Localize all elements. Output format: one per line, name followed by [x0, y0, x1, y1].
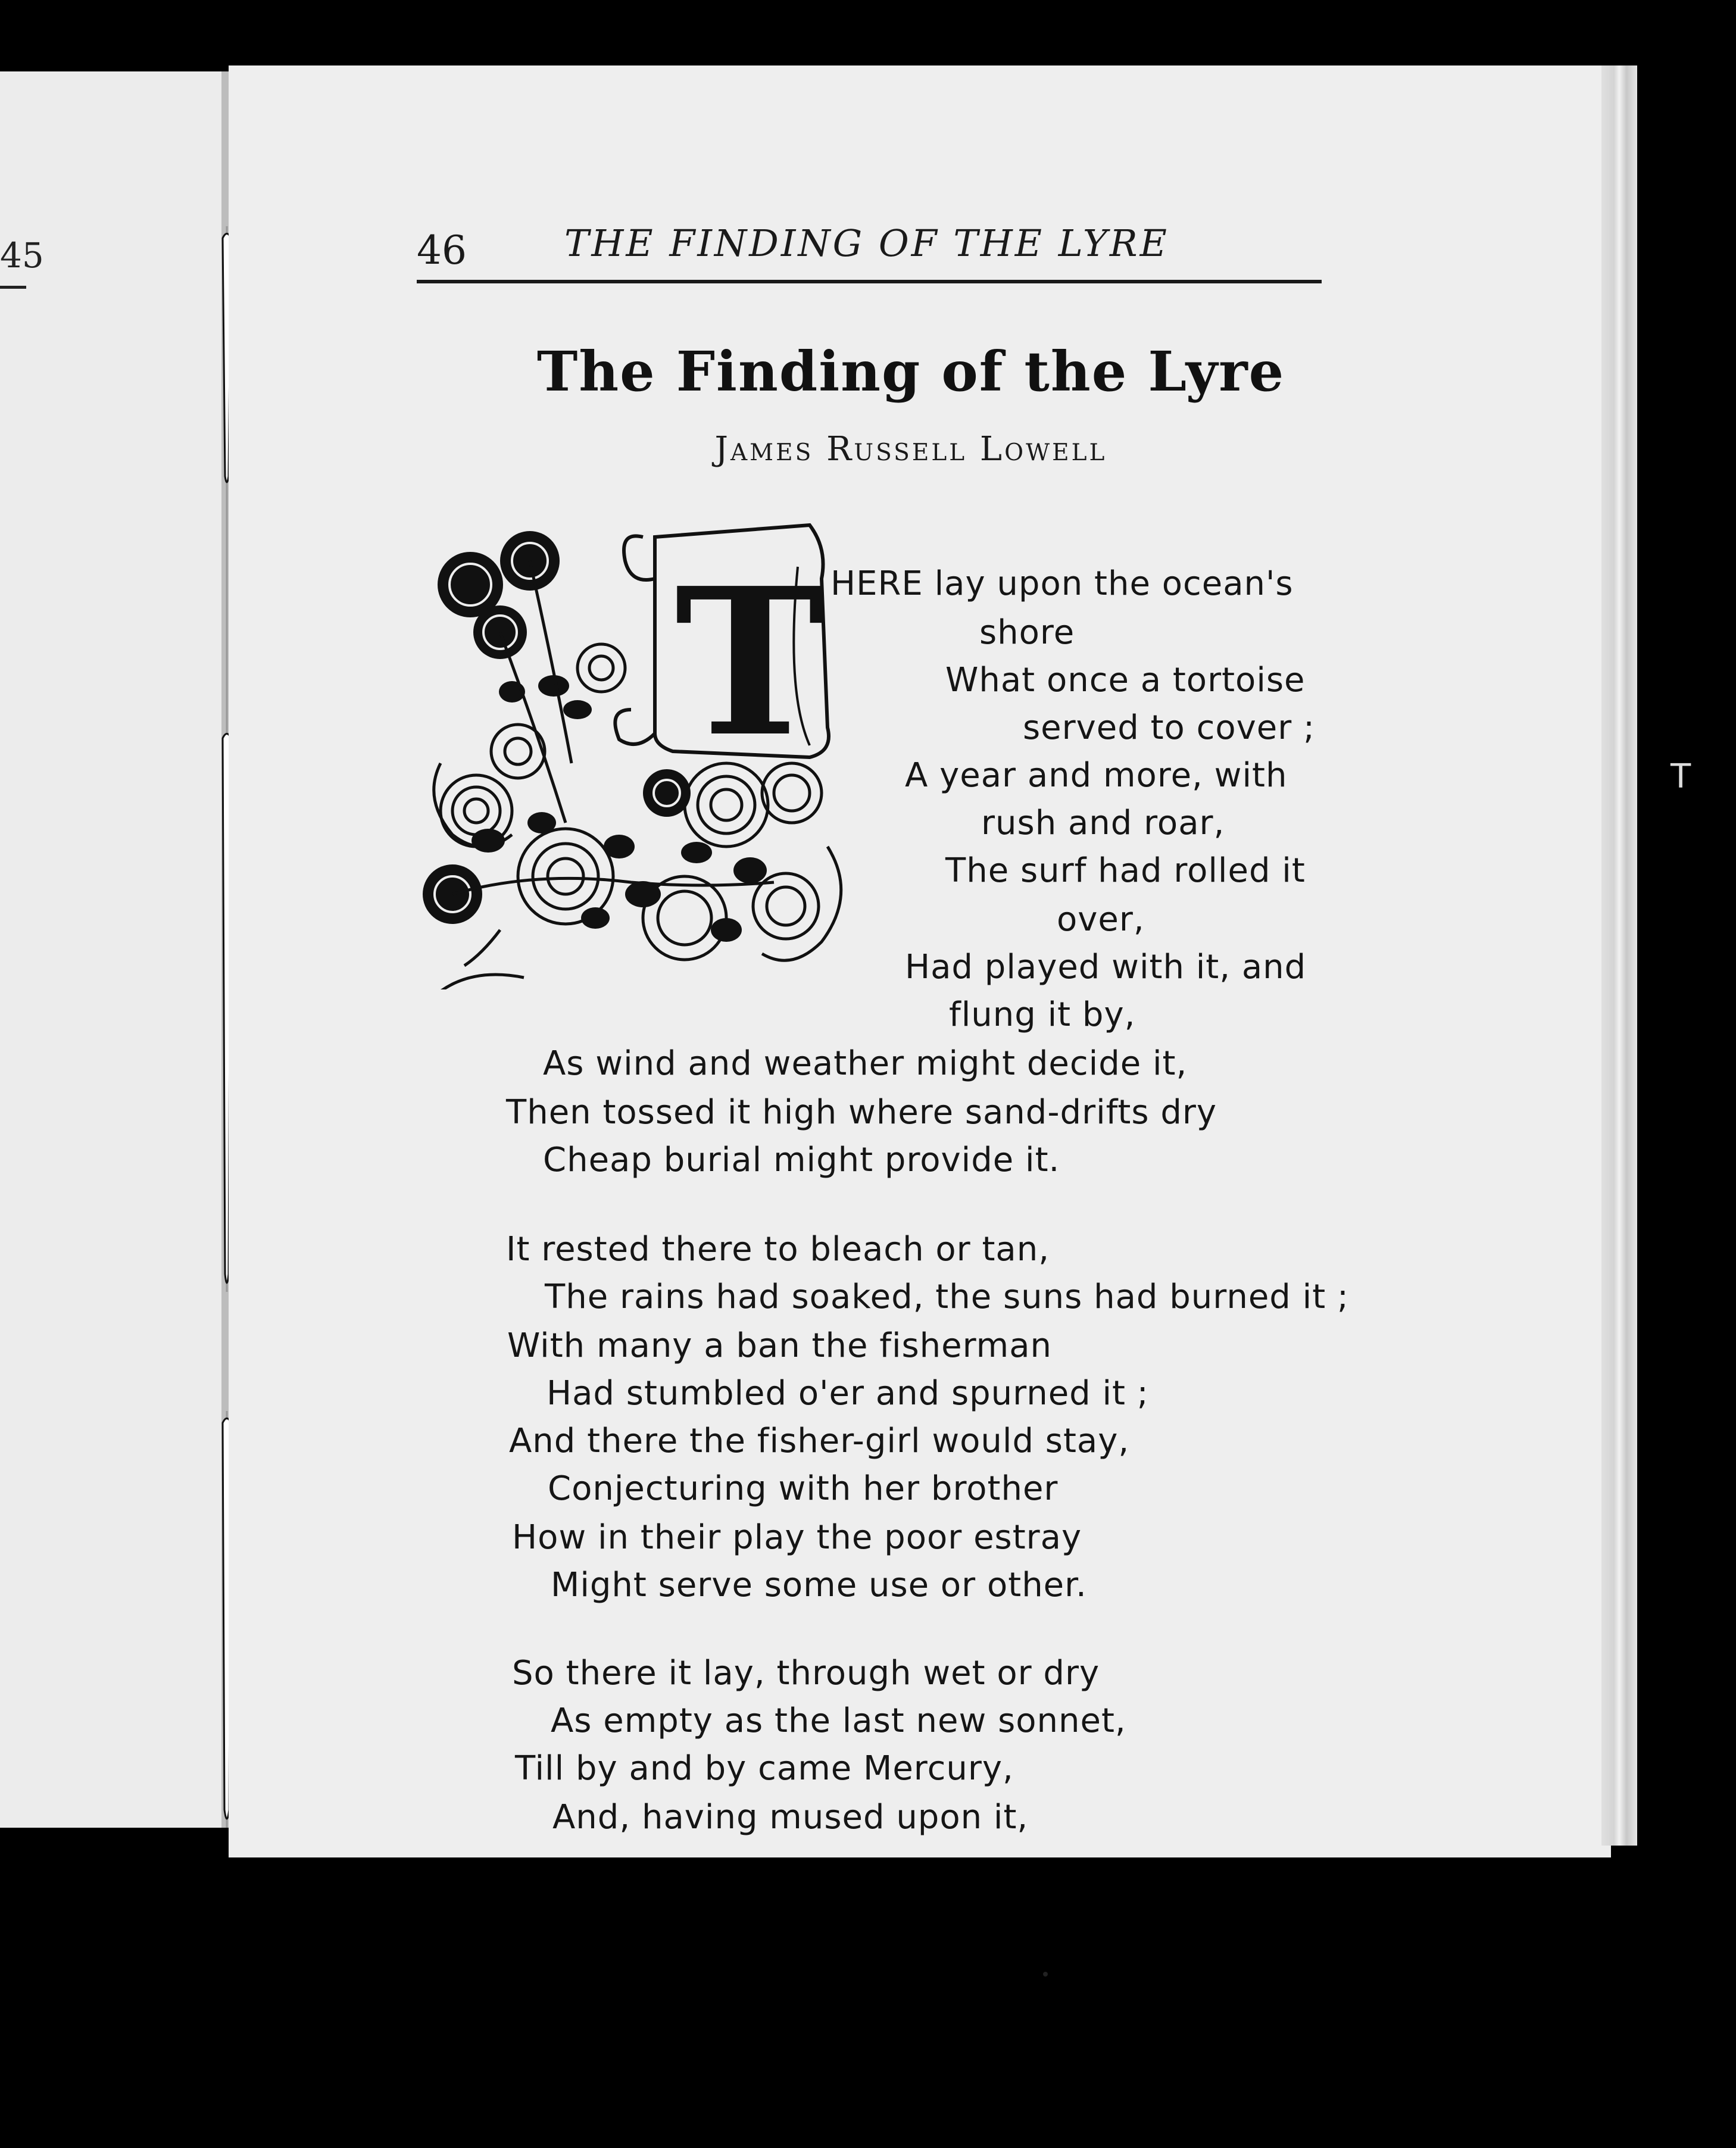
poem-line: As empty as the last new sonnet,: [551, 1701, 1126, 1740]
poem-line: HERE lay upon the ocean's: [830, 564, 1294, 603]
page-number: 46: [417, 227, 467, 273]
running-head: [411, 221, 1322, 281]
poem-line: And, having mused upon it,: [552, 1798, 1029, 1837]
running-title: THE FINDING OF THE LYRE: [564, 221, 1169, 265]
poem-line: Had stumbled o'er and spurned it ;: [547, 1374, 1149, 1413]
poem-line: Might serve some use or other.: [551, 1566, 1087, 1604]
poem-line: served to cover ;: [1023, 708, 1315, 747]
poem-line: Cheap burial might provide it.: [543, 1141, 1060, 1179]
poem-line: So there it lay, through wet or dry: [512, 1654, 1100, 1693]
poem-line: What once a tortoise: [945, 661, 1306, 700]
poem-line: The rains had soaked, the suns had burned it ;: [545, 1278, 1349, 1316]
poem-title: The Finding of the Lyre: [536, 339, 1285, 404]
poem-line: Conjecturing with her brother: [548, 1469, 1059, 1508]
poem-line: It rested there to bleach or tan,: [506, 1230, 1050, 1269]
poem-line: As wind and weather might decide it,: [543, 1044, 1188, 1083]
poem-line: rush and roar,: [981, 804, 1225, 842]
poem-line: Had played with it, and: [905, 948, 1307, 986]
poem-line: flung it by,: [949, 995, 1136, 1034]
left-page-number: 45: [0, 235, 44, 276]
header-rule: [417, 280, 1322, 283]
page-speck: [1043, 1972, 1048, 1977]
poem-line: With many a ban the fisherman: [507, 1326, 1053, 1365]
poem-line: Then tossed it high where sand-drifts dry: [506, 1093, 1217, 1132]
poem-line: over,: [1057, 900, 1145, 939]
poem-line: How in their play the poor estray: [512, 1518, 1082, 1557]
dropcap-letter: T: [675, 544, 826, 782]
poem-line: shore: [979, 613, 1075, 652]
left-page-rule: [0, 286, 26, 289]
poem-line: Till by and by came Mercury,: [515, 1749, 1014, 1788]
poem-line: A year and more, with: [905, 756, 1288, 795]
poem-author: James Russell Lowell: [714, 430, 1107, 469]
left-page: [0, 71, 225, 1828]
poem-line: And there the fisher-girl would stay,: [509, 1422, 1130, 1460]
ornamental-dropcap: [417, 513, 857, 989]
page-edge: [1601, 65, 1637, 1846]
stray-mark: T: [1671, 757, 1691, 796]
poem-line: The surf had rolled it: [945, 851, 1306, 890]
